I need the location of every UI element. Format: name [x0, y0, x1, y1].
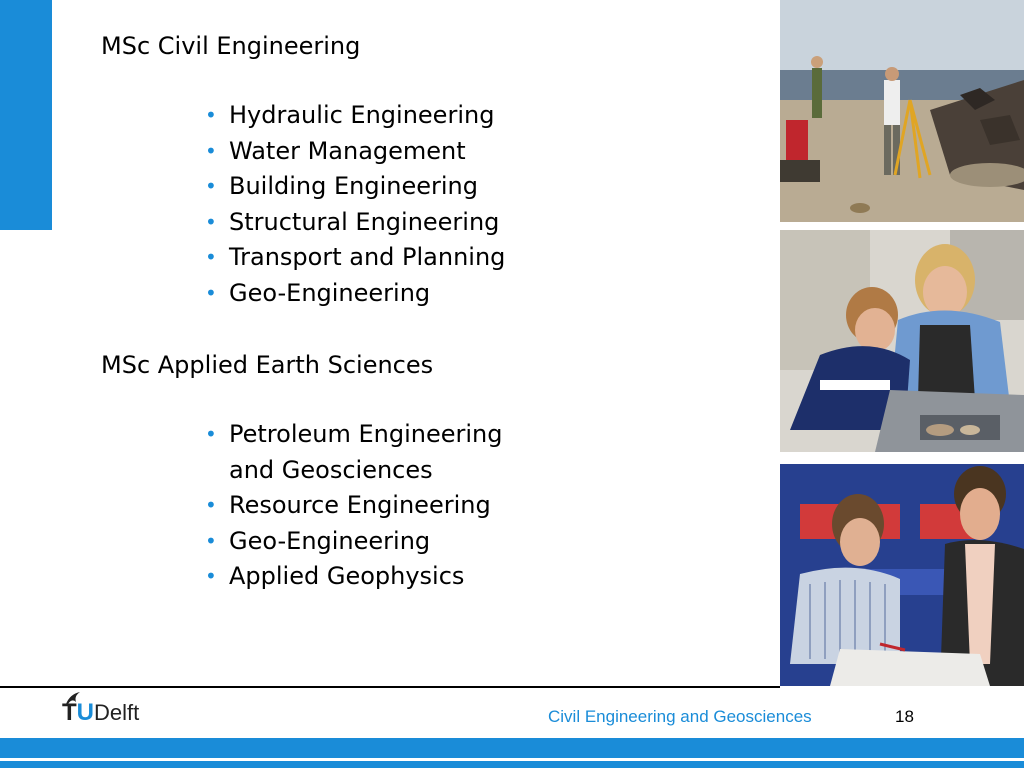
- list-item: • Building Engineering: [229, 169, 761, 205]
- section-civil: [101, 28, 761, 311]
- bullet-icon: •: [205, 174, 217, 198]
- bullet-icon: •: [205, 280, 217, 305]
- students-photo: [780, 230, 1024, 452]
- event-photo: [780, 464, 1024, 686]
- section-earth-sciences: [101, 347, 761, 595]
- bullet-icon: •: [205, 528, 217, 553]
- fieldwork-photo: [780, 0, 1024, 222]
- bullet-icon: •: [205, 138, 217, 163]
- bullet-icon: •: [205, 103, 217, 127]
- list-item: • Petroleum Engineering and Geosciences: [229, 417, 761, 488]
- section-heading: MSc Applied Earth Sciences: [101, 351, 434, 379]
- list-item: • Geo-Engineering: [229, 276, 761, 312]
- section-heading: MSc Civil Engineering: [101, 32, 361, 60]
- list-item: • Geo-Engineering: [229, 524, 761, 560]
- list-item: • Water Management: [229, 134, 761, 170]
- bullet-list: [101, 417, 761, 595]
- list-item: • Resource Engineering: [229, 488, 761, 524]
- faculty-label: Civil Engineering and Geosciences: [548, 707, 812, 726]
- bullet-icon: •: [205, 209, 217, 234]
- tu-delft-logo: TUDelft: [62, 690, 182, 735]
- footer-stripe: [0, 761, 1024, 768]
- list-item: • Hydraulic Engineering: [229, 98, 761, 134]
- bullet-icon: •: [205, 245, 217, 269]
- list-item: • Applied Geophysics: [229, 559, 761, 595]
- bullet-icon: •: [205, 493, 217, 517]
- footer-band: [0, 738, 1024, 758]
- bullet-icon: •: [205, 422, 217, 446]
- slide-content: [101, 28, 761, 631]
- footer-divider: [0, 686, 780, 688]
- accent-bar: [0, 0, 52, 230]
- list-item: • Structural Engineering: [229, 205, 761, 241]
- bullet-icon: •: [205, 564, 217, 588]
- list-item: • Transport and Planning: [229, 240, 761, 276]
- bullet-list: [101, 98, 761, 311]
- page-number: 18: [895, 707, 914, 726]
